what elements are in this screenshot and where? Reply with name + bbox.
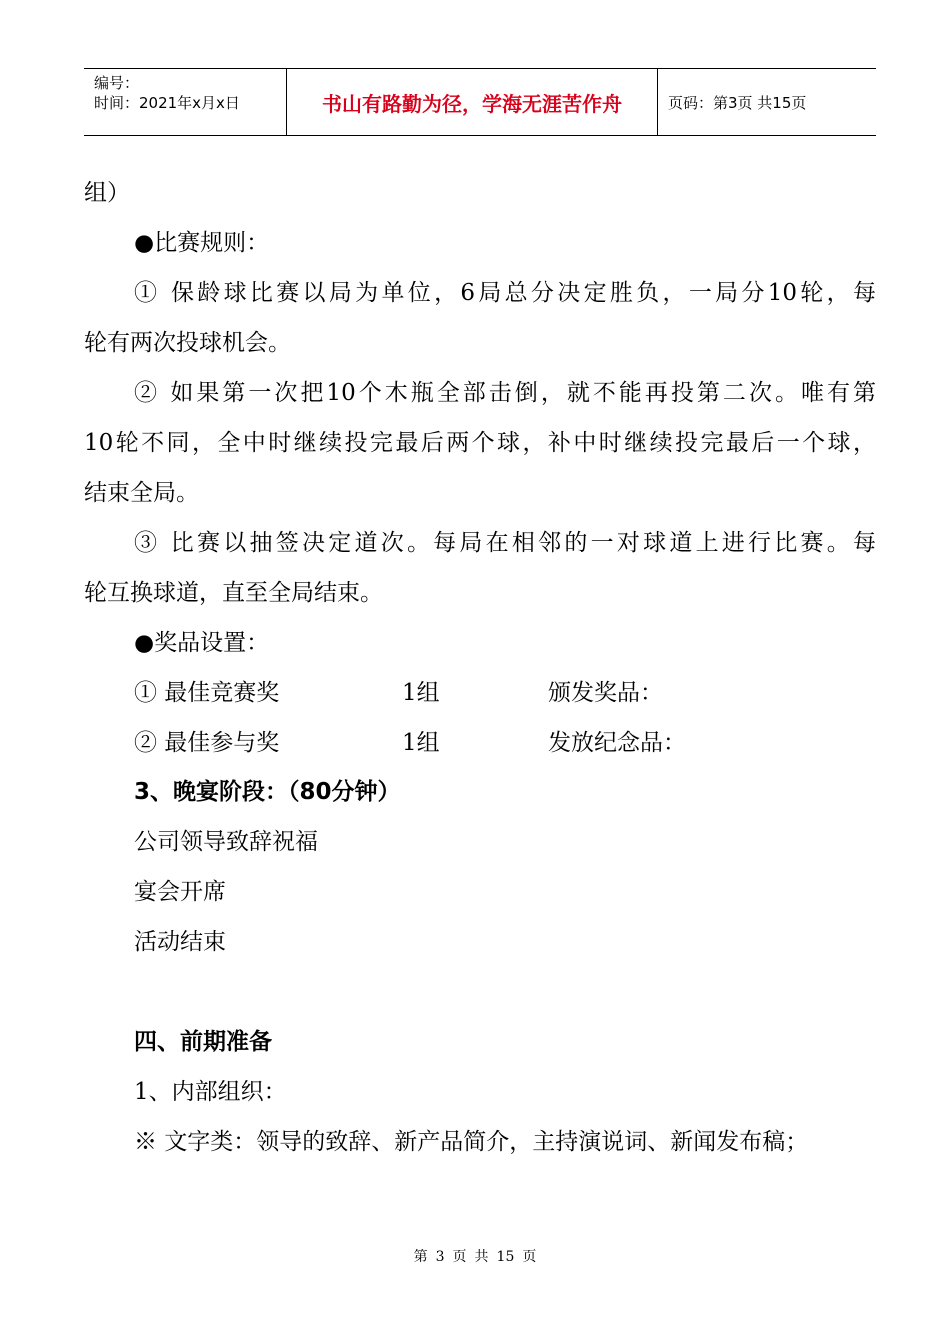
dinner-item-3: 活动结束 xyxy=(134,929,226,955)
section-bullet-rules: ●比赛规则： xyxy=(134,230,270,256)
section-bullet-prizes: ●奖品设置： xyxy=(134,630,270,656)
footer-text: 共 xyxy=(474,1249,489,1265)
text-line: 组） xyxy=(84,180,130,206)
prize-row-1 xyxy=(134,678,876,708)
footer-text: 页 xyxy=(522,1249,537,1265)
section-heading-preparation: 四、前期准备 xyxy=(134,1029,272,1055)
rule-1-line-1: ① 保龄球比赛以局为单位，6局总分决定胜负，一局分10轮，每 xyxy=(134,280,876,306)
prize-1-name: ① 最佳竞赛奖 xyxy=(134,680,280,706)
footer-text: 第 xyxy=(413,1249,428,1265)
rule-3-line-2: 轮互换球道，直至全局结束。 xyxy=(84,580,383,606)
prize-2-count: 1组 xyxy=(402,730,440,756)
header-motto: 书山有路勤为径，学海无涯苦作舟 xyxy=(286,69,658,135)
header-page-info: 页码：第3页 共15页 xyxy=(668,93,807,112)
prize-1-count: 1组 xyxy=(402,680,440,706)
dinner-item-2: 宴会开席 xyxy=(134,879,226,905)
rule-3-line-1: ③ 比赛以抽签决定道次。每局在相邻的一对球道上进行比赛。每 xyxy=(134,530,876,556)
page-header xyxy=(84,68,876,136)
time-label: 时间：2021年x月x日 xyxy=(94,94,240,112)
footer-page-total: 15 xyxy=(496,1249,515,1265)
rule-1-line-2: 轮有两次投球机会。 xyxy=(84,330,291,356)
prep-item-text: ※ 文字类：领导的致辞、新产品简介，主持演说词、新闻发布稿； xyxy=(134,1129,809,1155)
prize-row-2 xyxy=(134,728,876,758)
rule-2-line-1: ② 如果第一次把10个木瓶全部击倒，就不能再投第二次。唯有第 xyxy=(134,380,876,406)
dinner-item-1: 公司领导致辞祝福 xyxy=(134,829,318,855)
prep-subheading: 1、内部组织： xyxy=(134,1079,287,1105)
footer-page-number: 3 xyxy=(435,1249,445,1265)
rule-2-line-2: 10轮不同，全中时继续投完最后两个球，补中时继续投完最后一个球， xyxy=(84,430,876,456)
prize-2-award: 发放纪念品： xyxy=(548,730,686,756)
prize-2-name: ② 最佳参与奖 xyxy=(134,730,280,756)
prize-1-award: 颁发奖品： xyxy=(548,680,663,706)
rule-2-line-3: 结束全局。 xyxy=(84,480,199,506)
header-meta xyxy=(84,69,286,135)
footer-text: 页 xyxy=(452,1249,467,1265)
section-heading-dinner: 3、晚宴阶段：（80分钟） xyxy=(134,779,401,805)
page-footer xyxy=(0,1246,950,1266)
number-label: 编号： xyxy=(94,74,140,92)
